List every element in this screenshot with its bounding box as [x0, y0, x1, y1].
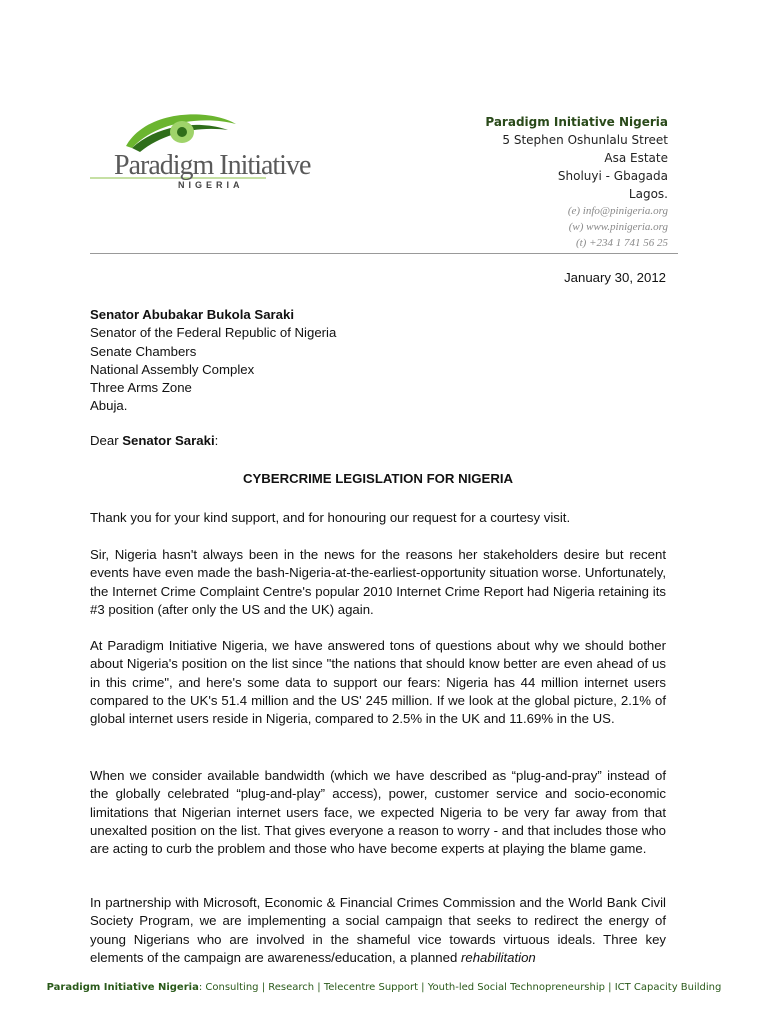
recipient-line: Senate Chambers: [90, 343, 197, 359]
address-line: 5 Stephen Oshunlalu Street: [502, 133, 668, 147]
paragraph-text: In partnership with Microsoft, Economic & Financial Crimes Commission and the World Bank Civil Society Program, we are implementing a social campaign that seeks to redirect the energy of young Nigerians who are involved in the shameful vice towards virtuous ideals. Three key elements of the campaign are awareness/education, a planned: [90, 895, 666, 965]
recipient-name: Senator Abubakar Bukola Saraki: [90, 307, 294, 322]
header-divider: [90, 253, 678, 254]
recipient-line: Senator of the Federal Republic of Nigeria: [90, 325, 337, 341]
recipient-block: [90, 306, 666, 416]
recipient-line: Abuja.: [90, 398, 128, 414]
letterhead-address: [485, 113, 668, 251]
salutation: [90, 432, 666, 450]
paragraph-italic-text: rehabilitation: [460, 949, 536, 965]
footer-services: : Consulting | Research | Telecentre Support | Youth-led Social Technopreneurship | ICT Capacity Building: [198, 982, 722, 993]
paragraph: When we consider available bandwidth (which we have described as “plug-and-pray” instead of the globally celebrated “plug-and-play” access), power, customer service and socio-economic limitations that Nigerian internet users face, we expected Nigeria to be very far away from that unexalted position on the list. That gives everyone a reason to worry - and that includes those who are acting to curb the problem and those who have become experts at playing the blame game.: [90, 768, 666, 857]
paragraph: Sir, Nigeria hasn't always been in the news for the reasons her stakeholders desire but recent events have even made the bash-Nigeria-at-the-earliest-opportunity situation worse. Unfortunately, the Internet Crime Complaint Centre's popular 2010 Internet Crime Report had Nigeria retaining its #3 position (after only the US and the UK) again.: [90, 547, 666, 617]
letter-date: January 30, 2012: [564, 270, 666, 285]
salutation-suffix: :: [214, 433, 219, 448]
recipient-line: National Assembly Complex: [90, 361, 255, 377]
footer: [0, 982, 768, 993]
salutation-name: Senator Saraki: [122, 433, 215, 448]
logo-text: Paradigm Initiative: [114, 150, 311, 181]
logo: [88, 108, 311, 198]
paragraph: [90, 894, 666, 967]
paragraph: Thank you for your kind support, and for honouring our request for a courtesy visit.: [90, 510, 571, 525]
address-line: Lagos.: [628, 187, 668, 201]
address-line: Asa Estate: [604, 151, 668, 165]
org-name: Paradigm Initiative Nigeria: [485, 115, 668, 129]
letter-subject: CYBERCRIME LEGISLATION FOR NIGERIA: [242, 471, 514, 486]
address-line: Sholuyi - Gbagada: [557, 169, 668, 183]
contact-phone: (t) +234 1 741 56 25: [575, 237, 668, 249]
contact-email: (e) info@pinigeria.org: [567, 205, 668, 217]
contact-website: (w) www.pinigeria.org: [568, 221, 668, 233]
recipient-line: Three Arms Zone: [90, 380, 192, 396]
salutation-prefix: Dear: [90, 433, 123, 448]
footer-org: Paradigm Initiative Nigeria: [46, 982, 199, 993]
paragraph: At Paradigm Initiative Nigeria, we have answered tons of questions about why we should bother about Nigeria's position on the list since "the nations that should know better are even ahead of us in this crime", and here's some data to support our fears: Nigeria has 44 million internet users compared to the UK's 51.4 million and the US' 245 million. If we look at the global picture, 2.1% of global internet users reside in Nigeria, compared to 2.5% in the UK and 11.69% in the US.: [90, 638, 666, 727]
logo-subtext: NIGERIA: [178, 180, 244, 190]
